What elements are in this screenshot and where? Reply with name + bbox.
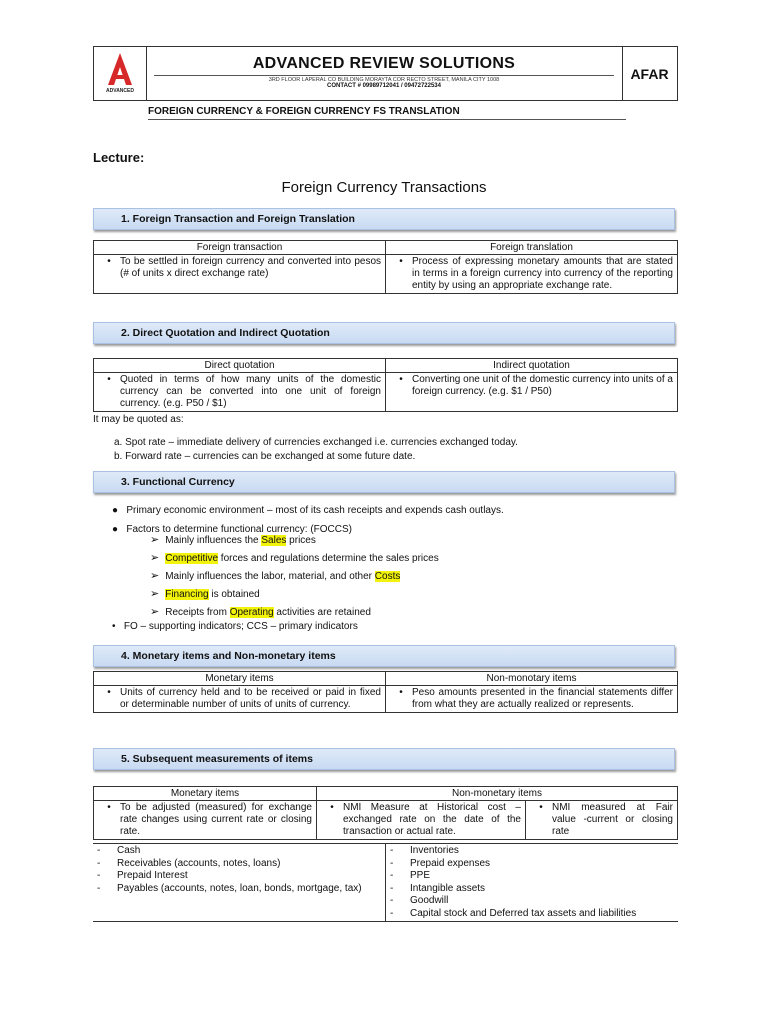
factor-costs: ➢ Mainly influences the labor, material, and other Costs: [150, 570, 401, 582]
list-item: - Goodwill: [390, 895, 449, 906]
list-item: - Prepaid Interest: [97, 870, 188, 881]
arrow-icon: ➢: [150, 588, 160, 600]
table-header: Foreign transaction: [94, 241, 386, 255]
table-header: Indirect quotation: [386, 359, 678, 373]
functional-bullet-2: ● Factors to determine functional currency: (FOCCS): [112, 524, 353, 535]
list-item: - Inventories: [390, 845, 459, 856]
functional-bullet-3: • FO – supporting indicators; CCS – primary indicators: [112, 621, 358, 632]
section-2-table: [93, 358, 678, 412]
spot-rate-item: a. Spot rate – immediate delivery of currencies exchanged i.e. currencies exchanged today.: [114, 437, 518, 448]
list-item: - Intangible assets: [390, 882, 486, 894]
list-item: - Receivables (accounts, notes, loans): [97, 857, 281, 869]
section-1-heading: 1. Foreign Transaction and Foreign Translation: [93, 208, 675, 230]
table-cell: • Units of currency held and to be received or paid in fixed or determinable number of units of units of currency.: [94, 686, 386, 713]
list-item: - Capital stock and Deferred tax assets and liabilities: [390, 907, 637, 919]
section-5-table: [93, 786, 678, 840]
address: 3RD FLOOR LAPERAL CO BUILDING MORAYTA COR RECTO STREET, MANILA CITY 1008: [154, 75, 614, 83]
table-header: Direct quotation: [94, 359, 386, 373]
page-title: Foreign Currency Transactions: [281, 179, 487, 196]
table-cell: • NMI measured at Fair value -current or closing rate: [526, 801, 678, 840]
arrow-icon: ➢: [150, 552, 160, 564]
brand-name: ADVANCED REVIEW SOLUTIONS: [252, 55, 516, 72]
factor-sales: ➢ Mainly influences the Sales prices: [150, 534, 316, 546]
section-1-table: [93, 240, 678, 294]
table-cell: • NMI Measure at Historical cost – exchanged rate on the date of the transaction or actual rate.: [317, 801, 526, 840]
table-cell: • To be settled in foreign currency and converted into pesos (# of units x direct exchange rate): [94, 255, 386, 294]
table-cell: • Peso amounts presented in the financial statements differ from what they are actually realized or represents.: [386, 686, 678, 713]
lecture-label: Lecture:: [93, 150, 145, 165]
document-header: [93, 46, 678, 101]
section-4-table: [93, 671, 678, 713]
list-item: - Payables (accounts, notes, loan, bonds, mortgage, tax): [97, 882, 362, 894]
contact-numbers: CONTACT # 09989712041 / 09472722534: [327, 83, 441, 89]
monetary-list: [97, 845, 381, 895]
table-header: Foreign translation: [386, 241, 678, 255]
section-5-lists: [93, 843, 678, 922]
arrow-icon: ➢: [150, 534, 160, 546]
svg-text:ADVANCED: ADVANCED: [106, 88, 134, 94]
table-header: Monetary items: [94, 787, 317, 801]
table-header: Monetary items: [94, 672, 386, 686]
functional-bullet-1: ● Primary economic environment – most of its cash receipts and expends cash outlays.: [112, 505, 504, 516]
table-header: Non-monetary items: [317, 787, 678, 801]
list-item: - PPE: [390, 870, 431, 881]
list-item: - Cash: [97, 845, 141, 856]
forward-rate-item: b. Forward rate – currencies can be exchanged at some future date.: [114, 451, 416, 462]
section-2-heading: 2. Direct Quotation and Indirect Quotation: [93, 322, 675, 344]
nonmonetary-list: [390, 845, 674, 920]
table-header: Non-monotary items: [386, 672, 678, 686]
arrow-icon: ➢: [150, 570, 160, 582]
section-4-heading: 4. Monetary items and Non-monetary items: [93, 645, 675, 667]
document-subtitle: FOREIGN CURRENCY & FOREIGN CURRENCY FS TRANSLATION: [148, 106, 626, 120]
table-cell: • Quoted in terms of how many units of the domestic currency can be converted into one unit of foreign currency. (e.g. P50 / $1): [94, 373, 386, 412]
factor-operating: ➢ Receipts from Operating activities are retained: [150, 606, 371, 618]
arrow-icon: ➢: [150, 606, 160, 618]
section-3-heading: 3. Functional Currency: [93, 471, 675, 493]
nonmonetary-list-cell: [386, 844, 679, 922]
table-cell: • Converting one unit of the domestic currency into units of a foreign currency. (e.g. $1 / P50): [386, 373, 678, 412]
list-item: - Prepaid expenses: [390, 857, 491, 869]
company-logo: [94, 47, 147, 100]
factor-financing: ➢ Financing is obtained: [150, 588, 260, 600]
header-center: [146, 47, 623, 100]
section-5-heading: 5. Subsequent measurements of items: [93, 748, 675, 770]
monetary-list-cell: [93, 844, 386, 922]
factor-competitive: ➢ Competitive forces and regulations determine the sales prices: [150, 552, 439, 564]
subject-code: AFAR: [630, 65, 669, 82]
quoted-as-label: It may be quoted as:: [93, 414, 184, 425]
table-cell: • To be adjusted (measured) for exchange rate changes using current rate or closing rate.: [94, 801, 317, 840]
table-cell: • Process of expressing monetary amounts that are stated in terms in a foreign currency into currency of the reporting entity by using an appropriate exchange rate.: [386, 255, 678, 294]
